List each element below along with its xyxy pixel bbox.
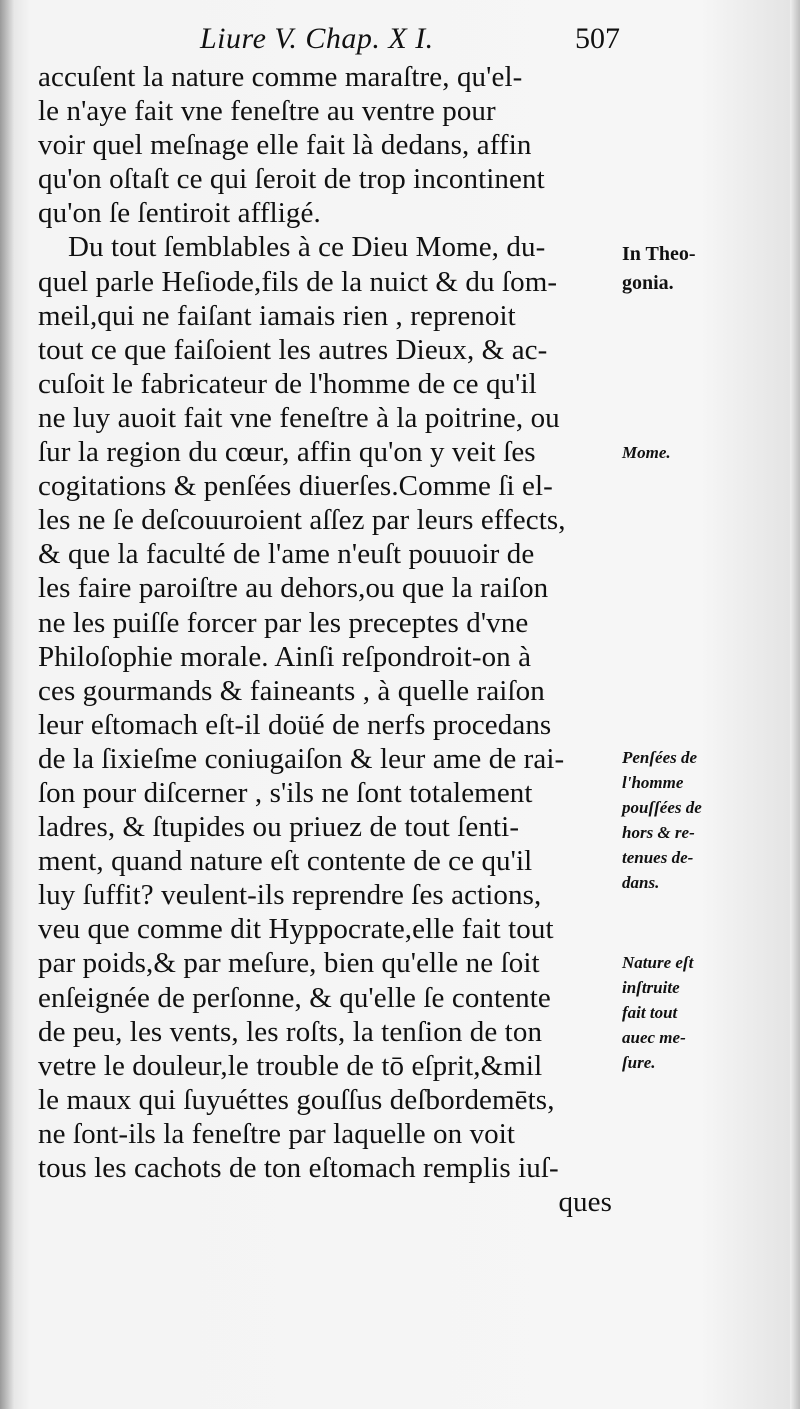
catchword: ques	[558, 1186, 612, 1219]
text-line: & que la faculté de l'ame n'euſt pouuoir de	[38, 538, 535, 571]
margin-note-theogonia: In Theo- gonia.	[622, 243, 696, 294]
text-line: tout ce que faiſoient les autres Dieux, & ac-	[38, 333, 548, 366]
text-line: Philoſophie morale. Ainſi reſpondroit-on à	[38, 640, 532, 673]
text-line: tous les cachots de ton eſtomach remplis iuſ-	[38, 1152, 559, 1184]
text-line: ne luy auoit fait vne feneſtre à la poitrine, ou	[38, 401, 560, 434]
text-line: ſur la region du cœur, affin qu'on y veit ſes	[38, 436, 536, 469]
text-line: les ne ſe deſcouuroient aſſez par leurs effects,	[38, 504, 566, 537]
body-text	[38, 60, 618, 1219]
text-line: cogitations & penſées diuerſes.Comme ſi el-	[38, 470, 553, 503]
text-line: accuſent la nature comme maraſtre, qu'el-	[38, 61, 523, 93]
text-line: qu'on ſe ſentiroit affligé.	[38, 197, 321, 230]
margin-note-mome: Mome.	[622, 443, 671, 462]
text-line: enſeignée de perſonne, & qu'elle ſe contente	[38, 981, 551, 1014]
page-header	[40, 22, 620, 62]
text-line: vetre le douleur,le trouble de tō eſprit,&mil	[38, 1049, 543, 1082]
text-line: ne les puiſſe forcer par les preceptes d'vne	[38, 606, 529, 639]
text-line: meil,qui ne faiſant iamais rien , reprenoit	[38, 299, 516, 332]
text-line: luy ſuffit? veulent-ils reprendre ſes actions,	[38, 879, 542, 912]
running-title: Liure V. Chap. X I.	[200, 22, 434, 55]
text-line: cuſoit le fabricateur de l'homme de ce qu'il	[38, 367, 537, 400]
text-line: de la ſixieſme coniugaiſon & leur ame de rai-	[38, 742, 565, 775]
text-line: leur eſtomach eſt-il doüé de nerfs procedans	[38, 708, 552, 741]
page-right-edge	[790, 0, 800, 1409]
text-line: ment, quand nature eſt contente de ce qu'il	[38, 845, 533, 878]
text-line: le maux qui ſuyuéttes gouſſus deſbordemēts,	[38, 1083, 555, 1116]
page-number: 507	[575, 22, 620, 55]
page-left-edge	[0, 0, 14, 1409]
text-line: le n'aye fait vne feneſtre au ventre pour	[38, 95, 496, 128]
text-line: ſon pour diſcerner , s'ils ne ſont totalement	[38, 776, 533, 809]
text-line: qu'on oſtaſt ce qui ſeroit de trop incontinent	[38, 163, 545, 196]
text-line: ces gourmands & faineants , à quelle raiſon	[38, 674, 545, 707]
text-line: de peu, les vents, les roſts, la tenſion de ton	[38, 1015, 543, 1048]
margin-note-nature: Nature eſt inſtruite fait tout auec me- ſure.	[622, 953, 694, 1072]
text-line: quel parle Heſiode,fils de la nuict & du ſom-	[38, 265, 558, 298]
text-line: ne ſont-ils la feneſtre par laquelle on voit	[38, 1117, 516, 1150]
text-line: ladres, & ſtupides ou priuez de tout ſenti-	[38, 811, 520, 844]
text-line: veu que comme dit Hyppocrate,elle fait tout	[38, 913, 554, 946]
text-line: Du tout ſemblables à ce Dieu Mome, du-	[68, 231, 546, 264]
text-line: voir quel meſnage elle fait là dedans, affin	[38, 129, 532, 162]
margin-note-pensees: Penſées de l'homme pouſſées de hors & re- tenues de- dans.	[622, 748, 702, 892]
text-line: par poids,& par meſure, bien qu'elle ne ſoit	[38, 947, 540, 980]
text-line: les faire paroiſtre au dehors,ou que la raiſon	[38, 572, 549, 605]
